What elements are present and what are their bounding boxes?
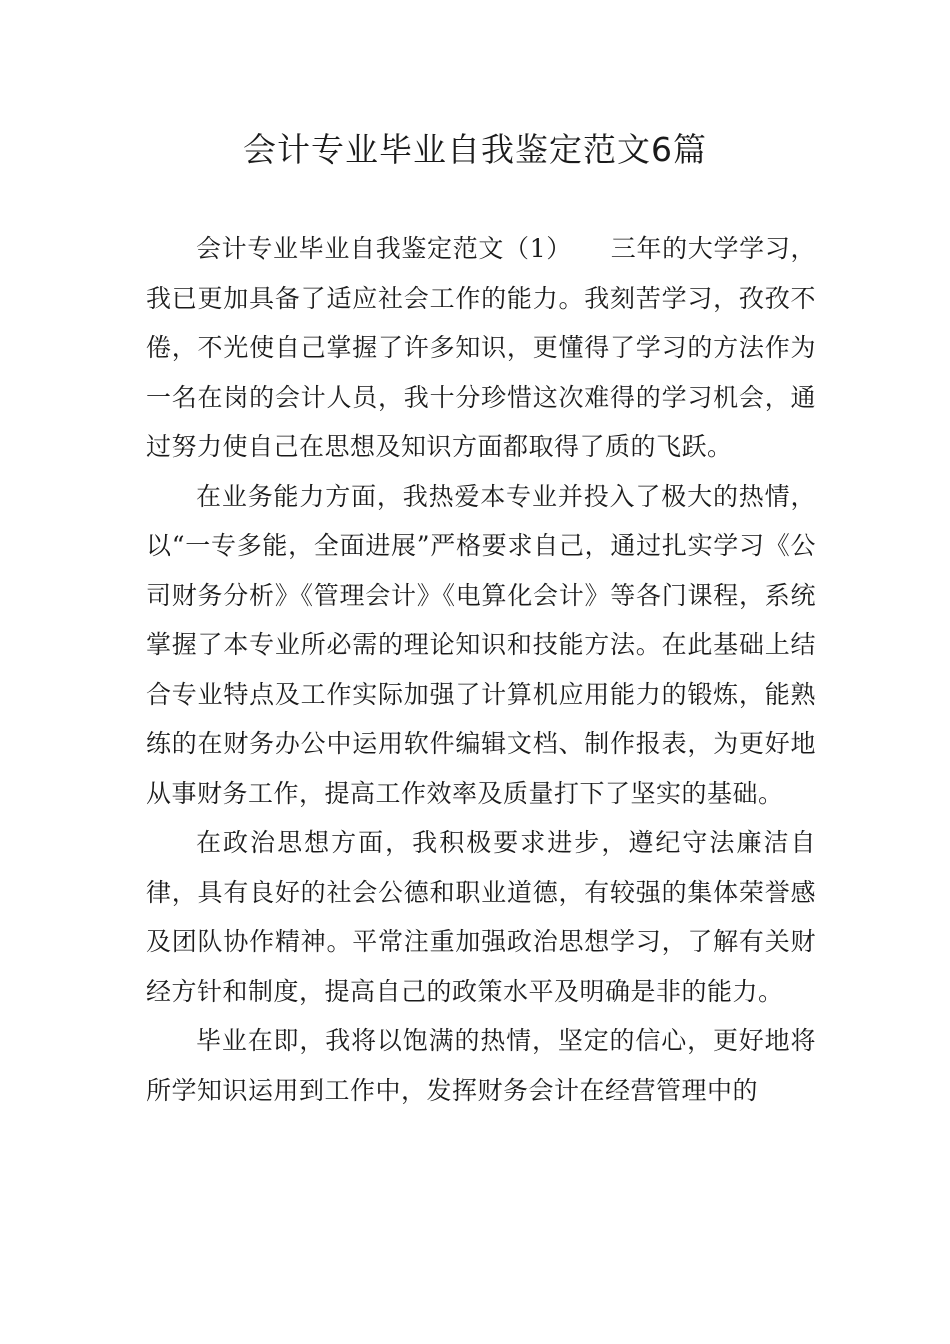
paragraph-political-thought: 在政治思想方面，我积极要求进步，遵纪守法廉洁自律，具有良好的社会公德和职业道德，有较强的集体荣誉感及团队协作精神。平常注重加强政治思想学习，了解有关财经方针和制度，提高自己的政策水平及明确是非的能力。 [146, 828, 816, 1006]
document-title: 会计专业毕业自我鉴定范文6篇 [243, 130, 707, 169]
paragraph-business-ability: 在业务能力方面，我热爱本专业并投入了极大的热情，以“一专多能，全面进展”严格要求自己，通过扎实学习《公司财务分析》《管理会计》《电算化会计》等各门课程，系统掌握了本专业所必需的理论知识和技能方法。在此基础上结合专业特点及工作实际加强了计算机应用能力的锻炼，能熟练的在财务办公中运用软件编辑文档、制作报表，为更好地从事财务工作，提高工作效率及质量打下了坚实的基础。 [146, 481, 816, 808]
paragraph-intro: 会计专业毕业自我鉴定范文（1） 三年的大学学习，我已更加具备了适应社会工作的能力。我刻苦学习，孜孜不倦，不光使自己掌握了许多知识，更懂得了学习的方法作为一名在岗的会计人员，我十分珍惜这次难得的学习机会，通过努力使自己在思想及知识方面都取得了质的飞跃。 [146, 234, 816, 461]
paragraph-graduation: 毕业在即，我将以饱满的热情，坚定的信心，更好地将所学知识运用到工作中，发挥财务会计在经营管理中的 [146, 1026, 816, 1105]
document-body [146, 224, 816, 1115]
